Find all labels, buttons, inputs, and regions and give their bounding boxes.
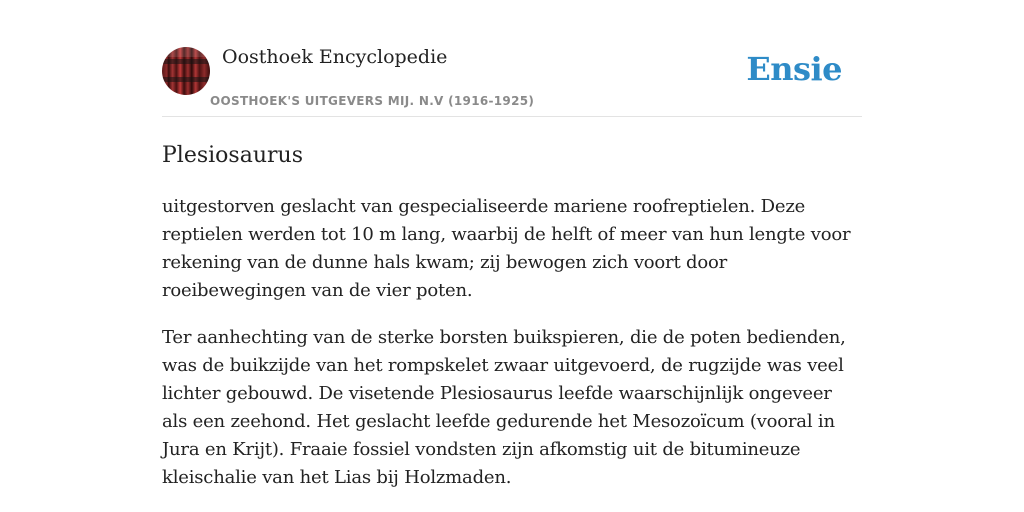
article-title: Plesiosaurus bbox=[162, 143, 303, 168]
page-container bbox=[162, 0, 862, 492]
encyclopedia-books-icon[interactable] bbox=[162, 47, 210, 95]
logo-band bbox=[162, 77, 210, 82]
brand-logo-link[interactable]: Ensie bbox=[746, 50, 842, 88]
logo-shine bbox=[162, 47, 210, 57]
publisher-label: OOSTHOEK'S UITGEVERS MIJ. N.V (1916-1925) bbox=[210, 94, 535, 108]
article-paragraph: uitgestorven geslacht van gespecialiseerde mariene roofreptielen. Deze reptielen werden tot 10 m lang, waarbij de helft of meer van hun lengte voor rekening van de dunne hals kwam; zij bewogen zich voort door roeibewegingen van de vier poten. bbox=[162, 196, 851, 301]
article bbox=[162, 142, 862, 492]
site-header bbox=[162, 0, 862, 117]
article-paragraph: Ter aanhechting van de sterke borsten buikspieren, die de poten bedienden, was de buikzijde van het rompskelet zwaar uitgevoerd, de rugzijde was veel lichter gebouwd. De visetende Plesiosaurus leefde waarschijnlijk ongeveer als een zeehond. Het geslacht leefde gedurende het Mesozoïcum (vooral in Jura en Krijt). Fraaie fossiel vondsten zijn afkomstig uit de bitumineuze kleischalie van het Lias bij Holzmaden. bbox=[162, 327, 846, 488]
logo-band bbox=[162, 59, 210, 64]
site-title[interactable]: Oosthoek Encyclopedie bbox=[222, 46, 448, 68]
